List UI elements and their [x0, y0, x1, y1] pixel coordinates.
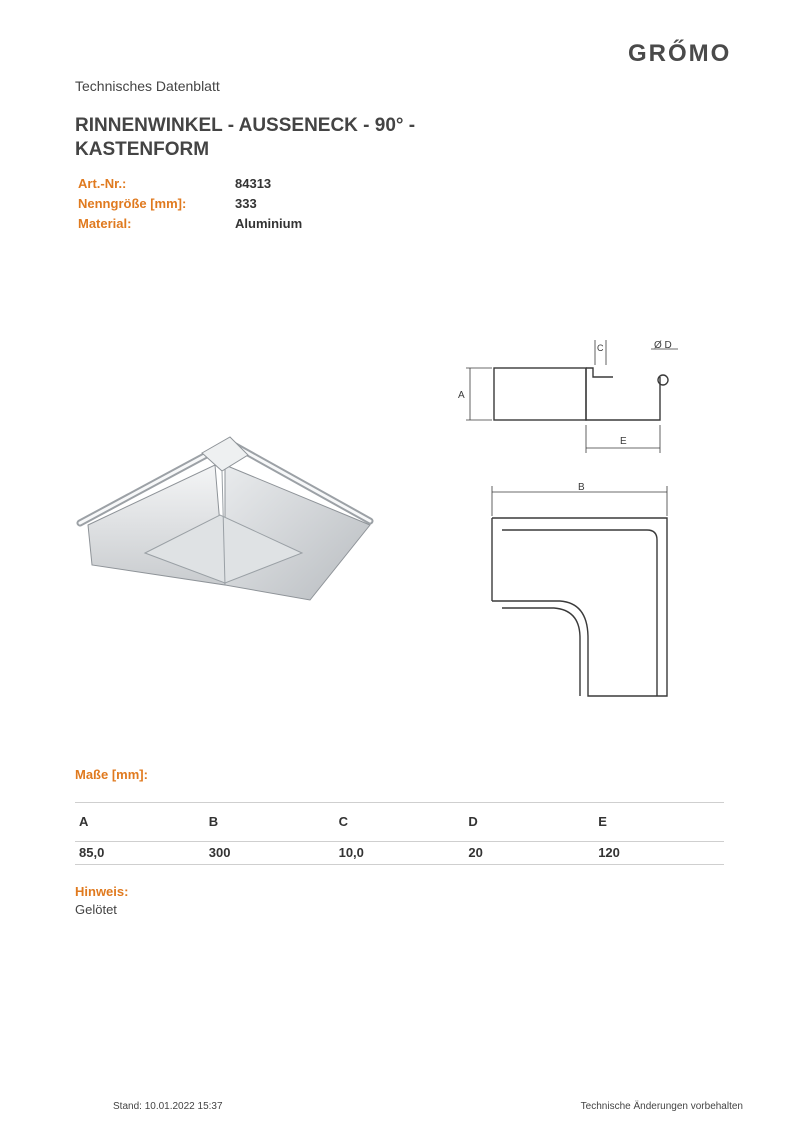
spec-row-article: [78, 174, 302, 194]
spec-value: 84313: [235, 176, 272, 191]
spec-label: Material:: [78, 216, 132, 231]
brand-logo: GRŐMO: [628, 40, 732, 67]
table-cell: 10,0: [338, 845, 364, 860]
dimensions-table: [75, 802, 724, 865]
document-type: Technisches Datenblatt: [75, 78, 220, 94]
table-header-row: [75, 803, 724, 842]
spec-label: Art.-Nr.:: [78, 176, 127, 191]
table-cell: 300: [208, 845, 231, 860]
notes-label: Hinweis:: [75, 884, 129, 899]
spec-row-size: [78, 194, 302, 214]
footer-disclaimer: Technische Änderungen vorbehalten: [580, 1101, 743, 1112]
table-row: [75, 842, 724, 865]
table-cell: 20: [468, 845, 483, 860]
spec-row-material: [78, 214, 302, 234]
table-cell: 120: [598, 845, 620, 860]
notes-text: Gelötet: [75, 902, 117, 917]
dim-label-b: B: [578, 482, 585, 493]
dim-label-d: Ø D: [654, 340, 672, 351]
product-photo: [70, 425, 390, 610]
table-cell: 85,0: [79, 845, 105, 860]
spec-label: Nenngröße [mm]:: [78, 196, 187, 211]
table-header-cell: C: [338, 814, 348, 829]
footer-date: Stand: 10.01.2022 15:37: [113, 1101, 223, 1112]
dim-label-a: A: [458, 390, 465, 401]
cross-section-drawing: [448, 335, 710, 460]
table-header-cell: B: [208, 814, 219, 829]
dimensions-label: Maße [mm]:: [75, 767, 148, 782]
spec-value: 333: [235, 196, 257, 211]
dim-label-c: C: [597, 343, 604, 353]
product-title: RINNENWINKEL - AUSSENECK - 90° - KASTENFORM: [75, 115, 416, 160]
spec-value: Aluminium: [235, 216, 303, 231]
table-header-cell: D: [468, 814, 478, 829]
dim-label-e: E: [620, 436, 627, 447]
spec-list: [78, 174, 302, 234]
table-header-cell: A: [79, 814, 89, 829]
table-header-cell: E: [598, 814, 607, 829]
top-view-drawing: [482, 478, 678, 700]
